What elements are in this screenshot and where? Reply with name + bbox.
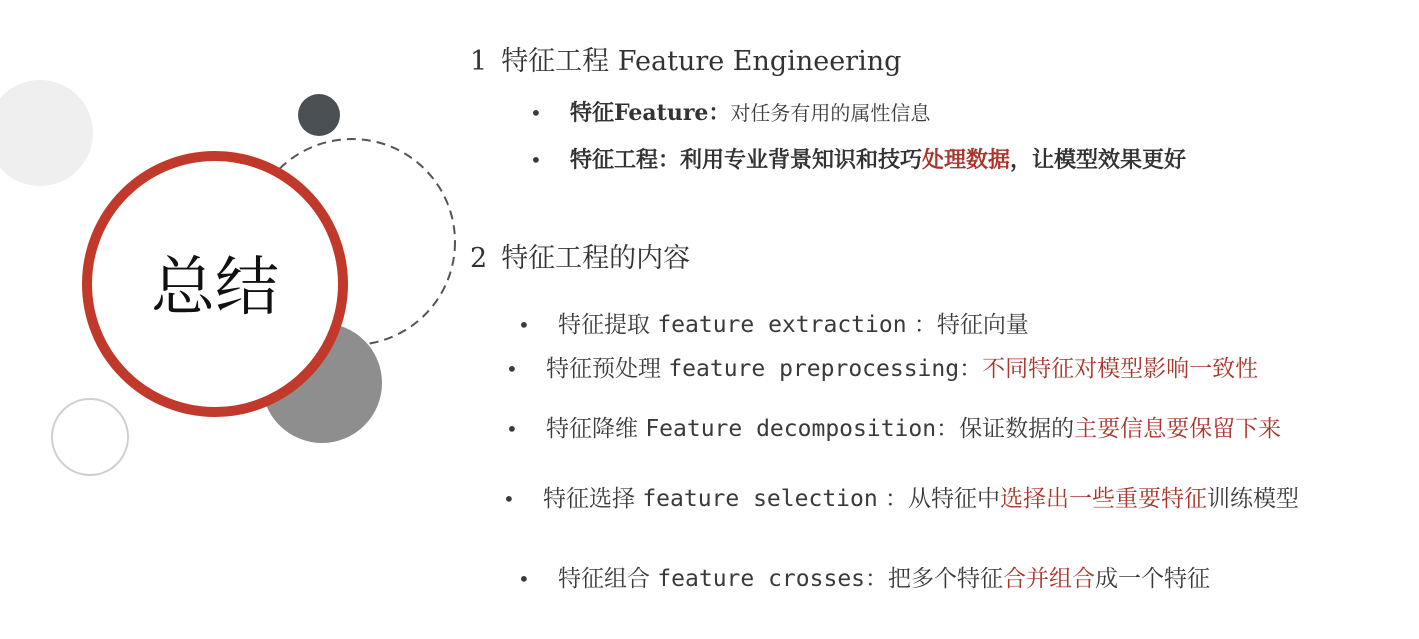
- item-separator: ：: [865, 566, 889, 592]
- section2-item: [506, 414, 1281, 444]
- item-highlight: 任务有用: [750, 101, 831, 125]
- dark-circle: [298, 94, 340, 136]
- item-separator: ：: [877, 486, 909, 512]
- light-gray-circle: [0, 80, 93, 186]
- item-text-after: 成一个特征: [1095, 566, 1211, 592]
- item-name-cn: 特征选择: [543, 486, 635, 512]
- bullet-icon: •: [503, 487, 515, 511]
- item-name-en: feature extraction: [657, 312, 907, 338]
- section2-title: 特征工程的内容: [501, 243, 691, 274]
- bullet-icon: •: [506, 417, 518, 441]
- bullet-icon: •: [506, 357, 518, 381]
- item-name-cn: 特征预处理: [546, 356, 661, 382]
- item-text-after: 的属性信息: [830, 101, 931, 125]
- item-highlight: 主要信息要保留下来: [1074, 416, 1282, 442]
- section1-title: 特征工程 Feature Engineering: [501, 46, 902, 77]
- item-label: 特征工程：: [570, 147, 681, 173]
- item-name-cn: 特征提取: [558, 312, 650, 338]
- item-text-before: 对: [730, 101, 751, 125]
- item-name-cn: 特征降维: [546, 416, 638, 442]
- item-name-en: feature preprocessing: [668, 356, 960, 382]
- item-text-before: 把多个特征: [888, 566, 1004, 592]
- section1-number: 1: [470, 46, 488, 77]
- section1-heading: [470, 45, 901, 79]
- item-text-before: 保证数据的: [959, 416, 1075, 442]
- bullet-icon: •: [530, 101, 542, 125]
- outline-circle: [52, 399, 128, 475]
- bullet-icon: •: [530, 148, 542, 172]
- item-text-after: ，让模型效果更好: [1010, 147, 1187, 173]
- bullet-icon: •: [518, 567, 530, 591]
- section2-item: [506, 354, 1258, 384]
- item-name-cn: 特征组合: [558, 566, 650, 592]
- section1-item: [530, 145, 1186, 175]
- section2-number: 2: [470, 243, 488, 274]
- item-separator: ：: [936, 416, 960, 442]
- summary-title: 总结: [151, 251, 279, 325]
- item-name-en: Feature decomposition: [645, 416, 937, 442]
- item-separator: ：: [959, 356, 983, 382]
- item-highlight: 处理数据: [922, 147, 1011, 173]
- section2-heading: [470, 242, 690, 276]
- item-separator: ：: [906, 312, 937, 338]
- item-text-after: 训练模型: [1207, 486, 1300, 512]
- item-text-before: 特征向量: [936, 312, 1029, 338]
- section2-item: [518, 310, 1029, 340]
- item-highlight: 合并组合: [1003, 566, 1096, 592]
- item-text-before: 从特征中: [908, 486, 1001, 512]
- bullet-icon: •: [518, 313, 530, 337]
- section2-item: [518, 564, 1210, 594]
- item-name-en: feature crosses: [657, 566, 866, 592]
- section1-item: [530, 98, 930, 128]
- item-text-before: 利用专业背景知识和技巧: [680, 147, 923, 173]
- item-highlight: 选择出一些重要特征: [1000, 486, 1208, 512]
- section2-item: [503, 484, 1299, 514]
- item-name-en: feature selection: [642, 486, 878, 512]
- item-label: 特征Feature：: [570, 100, 731, 126]
- item-highlight: 不同特征对模型影响一致性: [982, 356, 1259, 382]
